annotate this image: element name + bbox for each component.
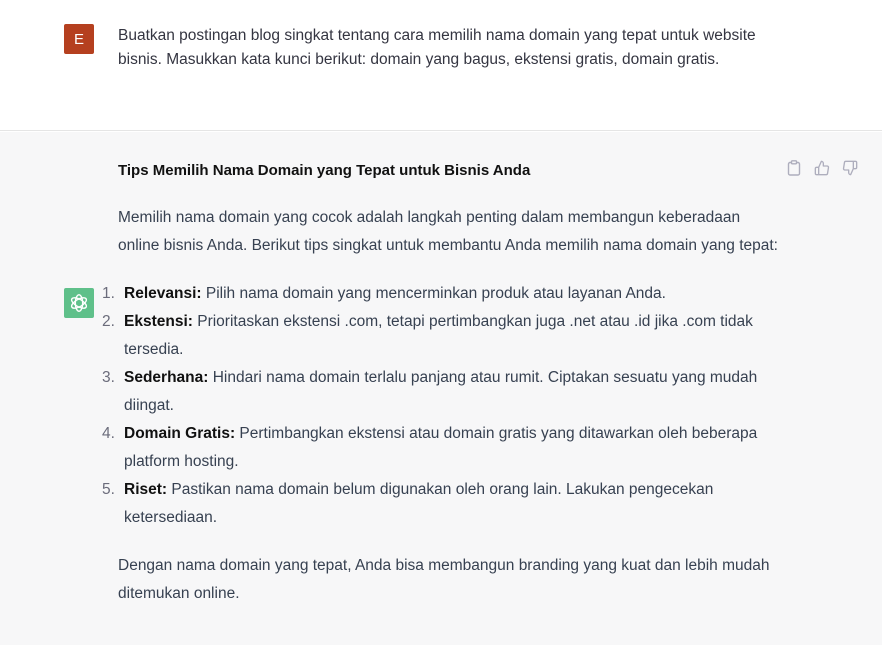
tip-item xyxy=(102,476,778,532)
assistant-message xyxy=(0,132,882,645)
thumbs-down-icon xyxy=(842,160,858,176)
tip-item xyxy=(102,364,778,420)
tip-label: Sederhana: xyxy=(124,369,209,386)
copy-button[interactable] xyxy=(786,159,802,177)
message-actions xyxy=(786,159,858,177)
tip-label: Relevansi: xyxy=(124,285,202,302)
user-avatar xyxy=(64,24,94,54)
thumbs-up-icon xyxy=(814,160,830,176)
tip-label: Domain Gratis: xyxy=(124,425,236,442)
post-conclusion: Dengan nama domain yang tepat, Anda bisa membangun branding yang kuat dan lebih mudah ditemukan online. xyxy=(118,557,770,602)
tip-number: 3. xyxy=(102,369,115,386)
tip-item xyxy=(102,280,778,308)
post-title: Tips Memilih Nama Domain yang Tepat untuk Bisnis Anda xyxy=(118,162,531,179)
thumbs-down-button[interactable] xyxy=(842,159,858,177)
thumbs-up-button[interactable] xyxy=(814,159,830,177)
tip-number: 5. xyxy=(102,481,115,498)
tip-text: Hindari nama domain terlalu panjang atau rumit. Ciptakan sesuatu yang mudah diingat. xyxy=(124,369,758,414)
tip-item xyxy=(102,420,778,476)
tip-text: Pertimbangkan ekstensi atau domain gratis yang ditawarkan oleh beberapa platform hosting. xyxy=(124,425,758,470)
assistant-avatar xyxy=(64,288,94,318)
user-message-text: Buatkan postingan blog singkat tentang cara memilih nama domain yang tepat untuk website bisnis. Masukkan kata kunci berikut: domain yang bagus, ekstensi gratis, domain gratis. xyxy=(118,27,756,68)
tip-number: 2. xyxy=(102,313,115,330)
tip-label: Riset: xyxy=(124,481,168,498)
openai-logo-icon xyxy=(68,292,90,314)
tip-text: Pastikan nama domain belum digunakan oleh orang lain. Lakukan pengecekan ketersediaan. xyxy=(124,481,714,526)
copy-icon xyxy=(787,160,801,176)
tip-number: 4. xyxy=(102,425,115,442)
tip-item xyxy=(102,308,778,364)
user-avatar-letter: E xyxy=(73,30,84,48)
tips-list xyxy=(102,280,778,532)
tip-text: Prioritaskan ekstensi .com, tetapi pertimbangkan juga .net atau .id jika .com tidak tersedia. xyxy=(124,313,753,358)
tip-number: 1. xyxy=(102,285,115,302)
tip-text: Pilih nama domain yang mencerminkan produk atau layanan Anda. xyxy=(201,285,666,302)
assistant-message-content xyxy=(102,160,778,608)
post-intro: Memilih nama domain yang cocok adalah langkah penting dalam membangun keberadaan online bisnis Anda. Berikut tips singkat untuk membantu Anda memilih nama domain yang tepat: xyxy=(118,209,778,254)
tip-label: Ekstensi: xyxy=(124,313,193,330)
user-message xyxy=(0,0,882,131)
